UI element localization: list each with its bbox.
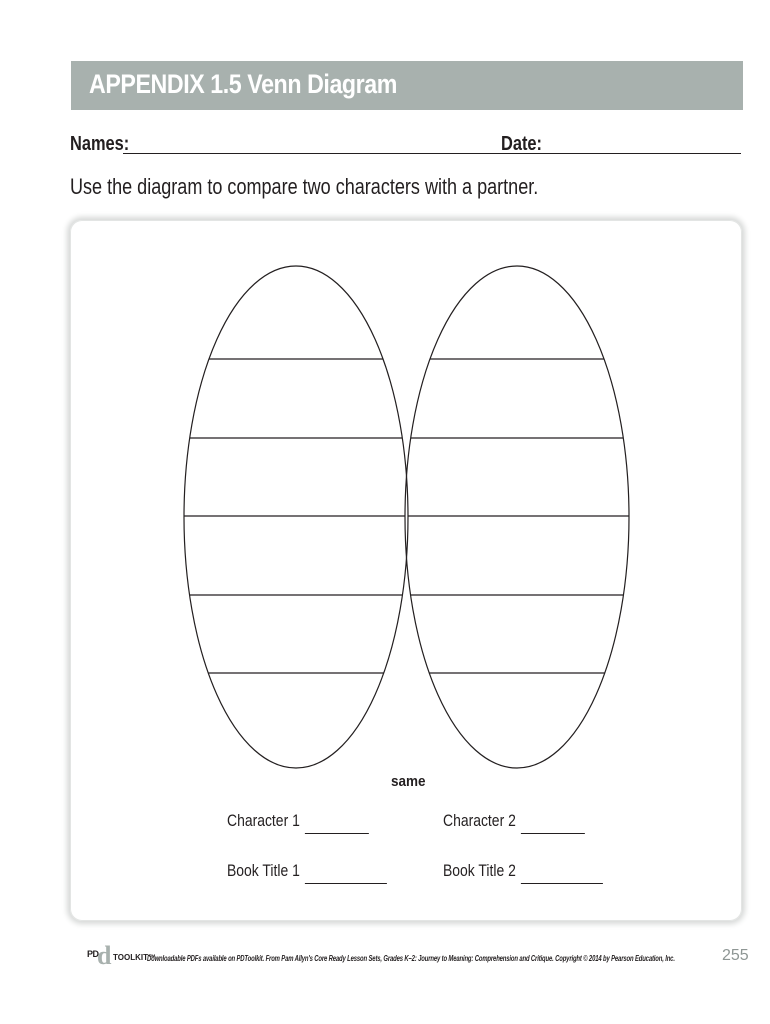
left-lines [180,359,420,673]
same-label: same [391,773,426,790]
names-label: Names: [70,133,130,155]
page-title: APPENDIX 1.5 Venn Diagram [89,69,398,99]
book-title-2-field [443,861,603,884]
character-1-field [227,811,369,834]
book-title-2-input[interactable] [521,863,603,884]
book-title-1-input[interactable] [305,863,387,884]
character-2-input[interactable] [521,813,585,834]
pd-logo-mark: d [97,941,112,970]
book-title-1-label: Book Title 1 [227,861,300,880]
character-1-label: Character 1 [227,811,300,830]
right-circle [405,266,629,768]
toolkit-label: TOOLKIT™ [113,953,156,962]
instruction-text: Use the diagram to compare two characters with a partner. [70,174,539,199]
page-number: 255 [722,947,749,964]
footer-credit: Downloadable PDFs available on PDToolkit. From Pam Allyn's Core Ready Lesson Sets, Grades K–2: Journey to Meaning: Comprehension and Critique. Copyright © 2014 by Pearson Education, Inc. [147,954,675,963]
right-lines [400,359,640,673]
character-1-input[interactable] [305,813,369,834]
left-circle [184,266,408,768]
book-title-2-label: Book Title 2 [443,861,516,880]
pd-logo: PD [87,949,99,959]
footer [87,941,749,975]
character-2-label: Character 2 [443,811,516,830]
date-label: Date: [501,133,543,155]
book-title-1-field [227,861,387,884]
character-2-field [443,811,585,834]
